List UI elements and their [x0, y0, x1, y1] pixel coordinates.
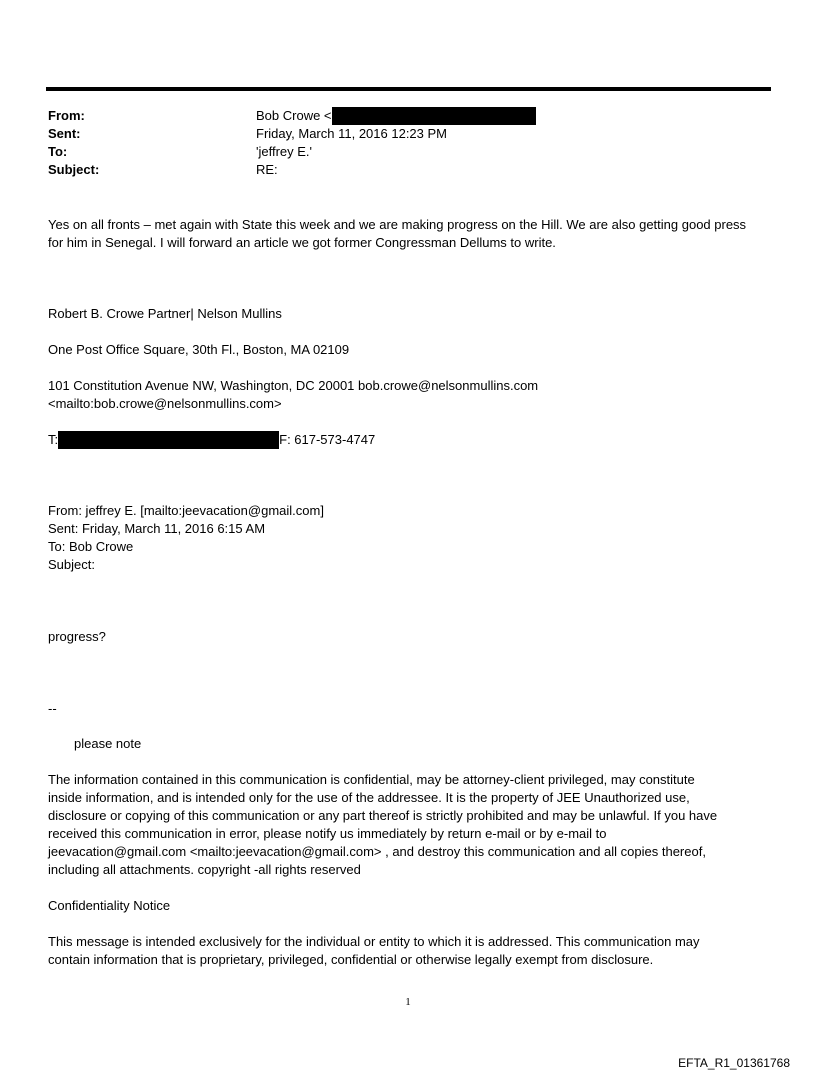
- quoted-from: From: jeffrey E. [mailto:jeevacation@gmail.com]: [48, 503, 324, 518]
- redaction-box: [332, 107, 536, 125]
- disclaimer-line-4: received this communication in error, please notify us immediately by return e-mail or by e-mail to: [48, 826, 607, 841]
- sent-value: Friday, March 11, 2016 12:23 PM: [256, 126, 448, 141]
- subject-label: Subject:: [48, 162, 100, 177]
- to-row: [48, 143, 768, 161]
- signature-mailto: <mailto:bob.crowe@nelsonmullins.com>: [48, 396, 282, 411]
- signature-boston-address: One Post Office Square, 30th Fl., Boston, MA 02109: [48, 342, 350, 357]
- to-value: 'jeffrey E.': [256, 144, 313, 159]
- quoted-sent: Sent: Friday, March 11, 2016 6:15 AM: [48, 521, 266, 536]
- sent-row: [48, 125, 768, 143]
- confidentiality-title: Confidentiality Notice: [48, 898, 171, 913]
- disclaimer-line-6: including all attachments. copyright -all rights reserved: [48, 862, 361, 877]
- sent-label: Sent:: [48, 126, 81, 141]
- signature-phone-row: [48, 431, 773, 449]
- header-rule: [46, 87, 771, 91]
- confidentiality-line-2: contain information that is proprietary, privileged, confidential or otherwise legally exempt from disclosure.: [48, 952, 654, 967]
- page-number: 1: [405, 996, 411, 1008]
- from-value: [256, 107, 536, 125]
- signature-separator: --: [48, 701, 57, 716]
- quoted-subject: Subject:: [48, 557, 95, 572]
- disclaimer-line-1: The information contained in this communication is confidential, may be attorney-client privileged, may constitute: [48, 772, 695, 787]
- quoted-message: progress?: [48, 629, 106, 644]
- disclaimer-line-2: inside information, and is intended only for the use of the addressee. It is the property of JEE Unauthorized use,: [48, 790, 690, 805]
- fax-number: F: 617-573-4747: [279, 432, 376, 447]
- from-row: [48, 107, 768, 125]
- tel-label: T:: [48, 432, 59, 447]
- disclaimer-line-3: disclosure or copying of this communication or any part thereof is strictly prohibited and may be unlawful. If you have: [48, 808, 718, 823]
- please-note: please note: [74, 736, 142, 751]
- subject-value: RE:: [256, 162, 278, 177]
- body-line-1: Yes on all fronts – met again with State this week and we are making progress on the Hill. We are also getting good press: [48, 217, 747, 232]
- body-line-2: for him in Senegal. I will forward an article we got former Congressman Dellums to write.: [48, 235, 556, 250]
- redaction-box: [58, 431, 279, 449]
- signature-dc-address: 101 Constitution Avenue NW, Washington, DC 20001 bob.crowe@nelsonmullins.com: [48, 378, 539, 393]
- from-label: From:: [48, 108, 85, 123]
- disclaimer-line-5: jeevacation@gmail.com <mailto:jeevacation@gmail.com> , and destroy this communication and all copies thereof,: [48, 844, 706, 859]
- confidentiality-line-1: This message is intended exclusively for the individual or entity to which it is addressed. This communication may: [48, 934, 700, 949]
- to-label: To:: [48, 144, 68, 159]
- from-name: Bob Crowe <: [256, 108, 332, 123]
- quoted-to: To: Bob Crowe: [48, 539, 134, 554]
- signature-name: Robert B. Crowe Partner| Nelson Mullins: [48, 306, 282, 321]
- document-id: EFTA_R1_01361768: [678, 1056, 790, 1070]
- subject-row: [48, 161, 768, 179]
